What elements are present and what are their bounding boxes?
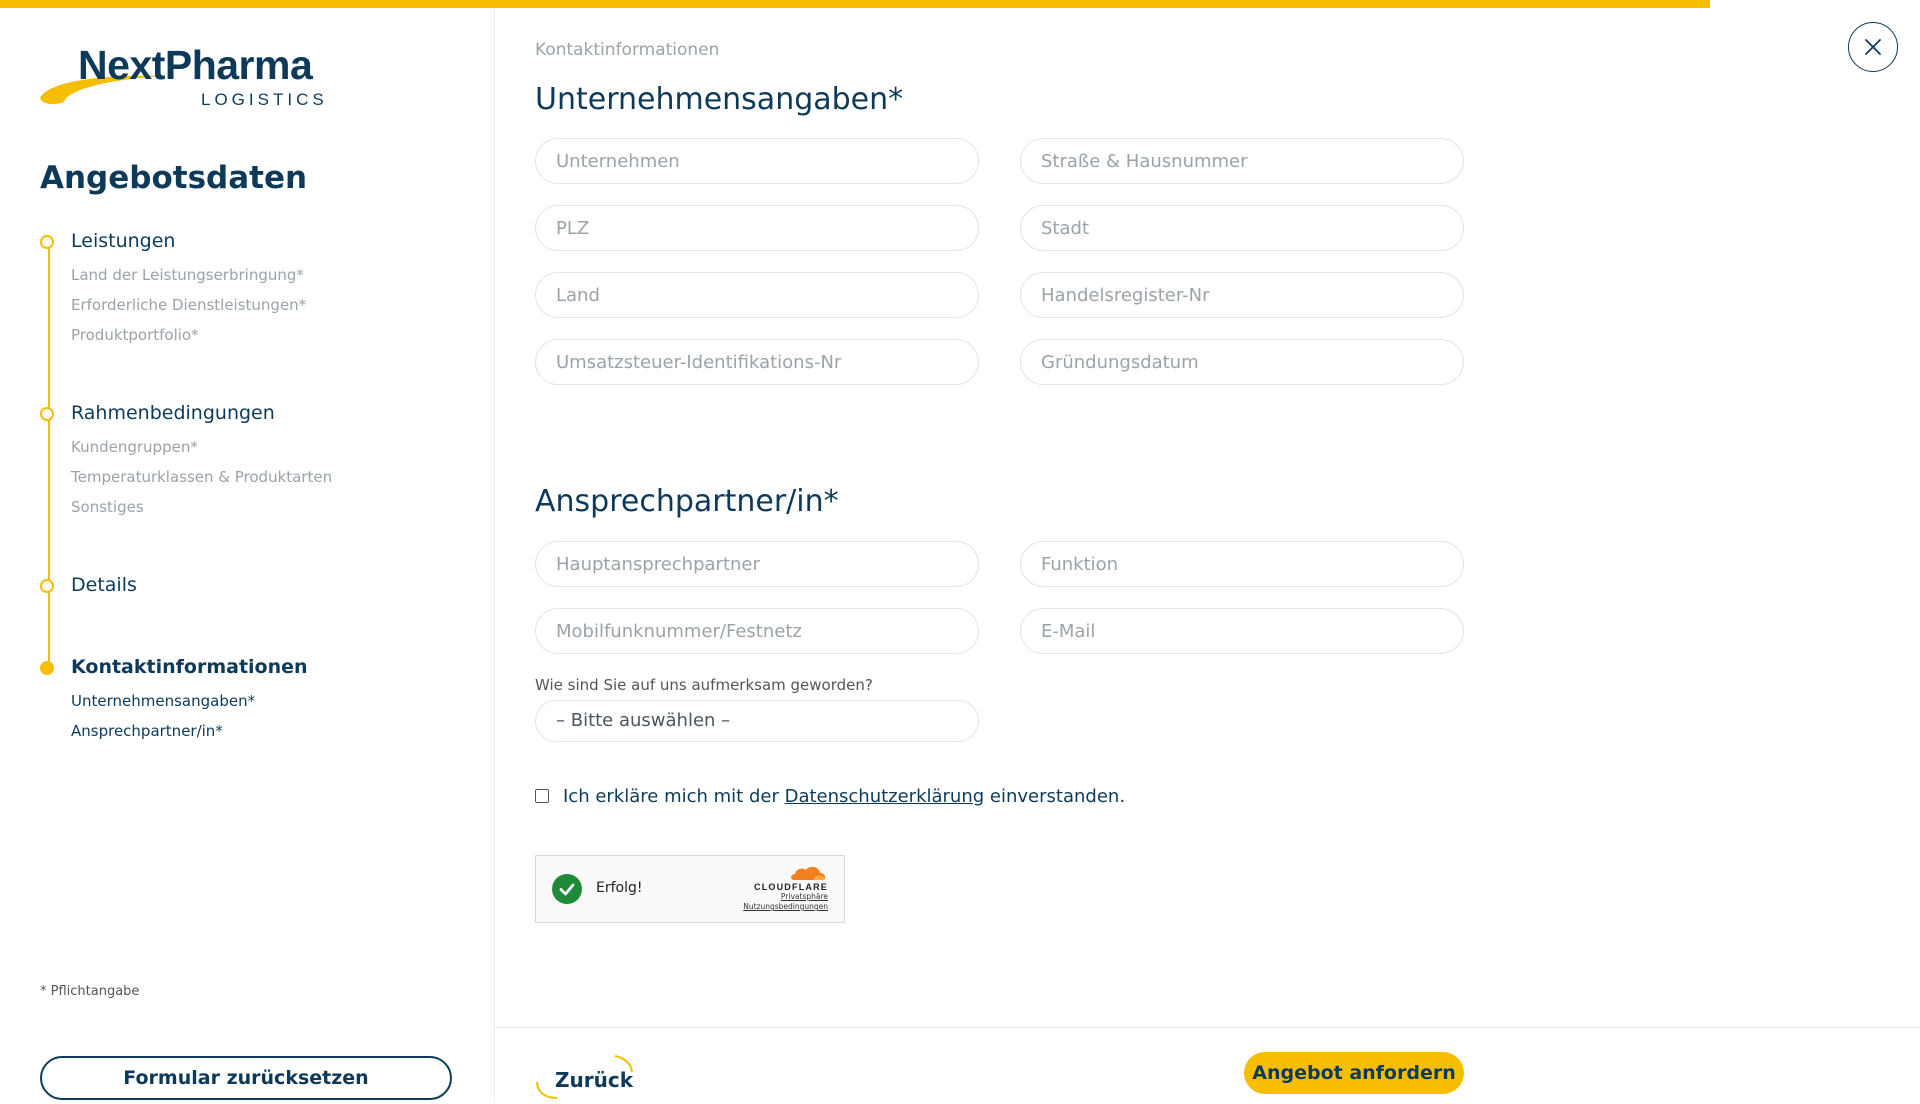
step-label: Kontaktinformationen [71, 656, 308, 678]
contact-section-title: Ansprechpartner/in* [535, 484, 839, 519]
email-input[interactable] [1020, 608, 1464, 654]
nextpharma-logo [38, 38, 338, 118]
step-marker-icon [40, 407, 54, 421]
company-name-input[interactable] [535, 138, 979, 184]
captcha-terms-link[interactable]: Nutzungsbedingungen [743, 902, 828, 911]
step-label: Details [71, 574, 137, 596]
company-section-title: Unternehmensangaben* [535, 82, 904, 117]
street-input[interactable] [1020, 138, 1464, 184]
country-input[interactable] [535, 272, 979, 318]
step-marker-icon [40, 579, 54, 593]
consent-text-before: Ich erkläre mich mit der [563, 786, 779, 807]
captcha-widget [535, 855, 845, 923]
founding-date-input[interactable] [1020, 339, 1464, 385]
step-subitem[interactable]: Sonstiges [71, 498, 144, 516]
request-offer-button[interactable]: Angebot anfordern [1244, 1052, 1464, 1094]
step-label: Leistungen [71, 230, 176, 252]
zip-input[interactable] [535, 205, 979, 251]
phone-input[interactable] [535, 608, 979, 654]
step-subitem[interactable]: Land der Leistungserbringung* [71, 266, 304, 284]
sidebar-title: Angebotsdaten [40, 160, 308, 196]
city-input[interactable] [1020, 205, 1464, 251]
cloudflare-name: CLOUDFLARE [754, 882, 828, 892]
reset-form-button[interactable]: Formular zurücksetzen [40, 1056, 452, 1100]
top-accent-bar [0, 0, 1710, 8]
required-note: * Pflichtangabe [40, 984, 140, 999]
back-label: Zurück [555, 1068, 633, 1092]
privacy-consent [535, 786, 1125, 807]
step-subitem[interactable]: Erforderliche Dienstleistungen* [71, 296, 307, 314]
breadcrumb: Kontaktinformationen [535, 40, 720, 60]
success-check-icon [552, 874, 582, 904]
close-button[interactable] [1848, 22, 1898, 72]
step-subitem[interactable]: Unternehmensangaben* [71, 692, 256, 710]
main-contact-input[interactable] [535, 541, 979, 587]
step-subitem[interactable]: Kundengruppen* [71, 438, 198, 456]
back-button[interactable] [535, 1054, 645, 1104]
consent-text-after: einverstanden. [989, 786, 1126, 807]
close-icon [1864, 38, 1882, 56]
step-marker-active-icon [40, 661, 54, 675]
cloudflare-branding [743, 864, 828, 912]
captcha-privacy-link[interactable]: Privatsphäre [780, 892, 828, 901]
privacy-consent-checkbox[interactable] [535, 789, 549, 803]
captcha-status: Erfolg! [596, 880, 643, 896]
vat-id-input[interactable] [535, 339, 979, 385]
main-form [495, 8, 1920, 1102]
step-marker-icon [40, 235, 54, 249]
trade-register-input[interactable] [1020, 272, 1464, 318]
logo-brand-sub: LOGISTICS [201, 90, 328, 109]
sidebar [0, 8, 495, 1102]
logo-brand-name: NextPharma [78, 42, 313, 88]
step-subitem[interactable]: Temperaturklassen & Produktarten [71, 468, 333, 486]
step-subitem[interactable]: Ansprechpartner/in* [71, 722, 223, 740]
step-label: Rahmenbedingungen [71, 402, 275, 424]
progress-line [48, 242, 50, 674]
function-input[interactable] [1020, 541, 1464, 587]
referral-select[interactable]: – Bitte auswählen – [535, 700, 979, 742]
step-subitem[interactable]: Produktportfolio* [71, 326, 199, 344]
cloudflare-cloud-icon [788, 864, 828, 882]
referral-label: Wie sind Sie auf uns aufmerksam geworden? [535, 676, 873, 694]
privacy-policy-link[interactable]: Datenschutzerklärung [784, 786, 985, 807]
footer-divider [495, 1027, 1920, 1028]
